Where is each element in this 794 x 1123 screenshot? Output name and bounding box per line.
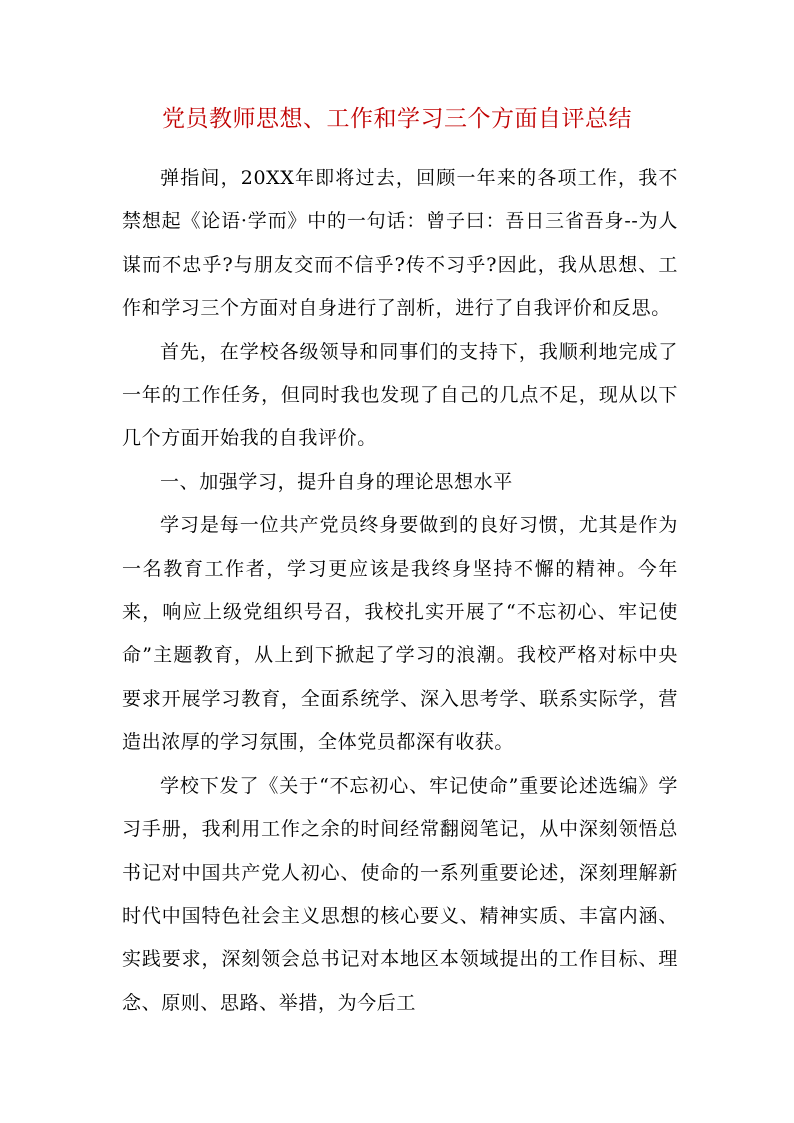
paragraph-overview: 首先，在学校各级领导和同事们的支持下，我顺利地完成了一年的工作任务，但同时我也发现了自己的几点不足，现从以下几个方面开始我的自我评价。 [122,340,678,450]
paragraph-intro: 弹指间，20XX年即将过去，回顾一年来的各项工作，我不禁想起《论语·学而》中的一句话：曾子曰：吾日三省吾身--为人谋而不忠乎?与朋友交而不信乎?传不习乎?因此，我从思想、工作和学习三个方面对自身进行了剖析，进行了自我评价和反思。 [122,167,678,320]
document-body [122,157,678,1025]
section-heading: 一、加强学习，提升自身的理论思想水平 [160,470,513,493]
paragraph-handbook: 学校下发了《关于“不忘初心、牢记使命”重要论述选编》学习手册，我利用工作之余的时间经常翻阅笔记，从中深刻领悟总书记对中国共产党人初心、使命的一系列重要论述，深刻理解新时代中国特色社会主义思想的核心要义、精神实质、丰富内涵、实践要求，深刻领会总书记对本地区本领域提出的工作目标、理念、原则、思路、举措，为今后工 [122,774,678,1014]
page-title: 党员教师思想、工作和学习三个方面自评总结 [162,106,632,132]
paragraph-study: 学习是每一位共产党员终身要做到的良好习惯，尤其是作为一名教育工作者，学习更应该是我终身坚持不懈的精神。今年来，响应上级党组织号召，我校扎实开展了“不忘初心、牢记使命”主题教育，从上到下掀起了学习的浪潮。我校严格对标中央要求开展学习教育，全面系统学、深入思考学、联系实际学，营造出浓厚的学习氛围，全体党员都深有收获。 [122,514,678,754]
